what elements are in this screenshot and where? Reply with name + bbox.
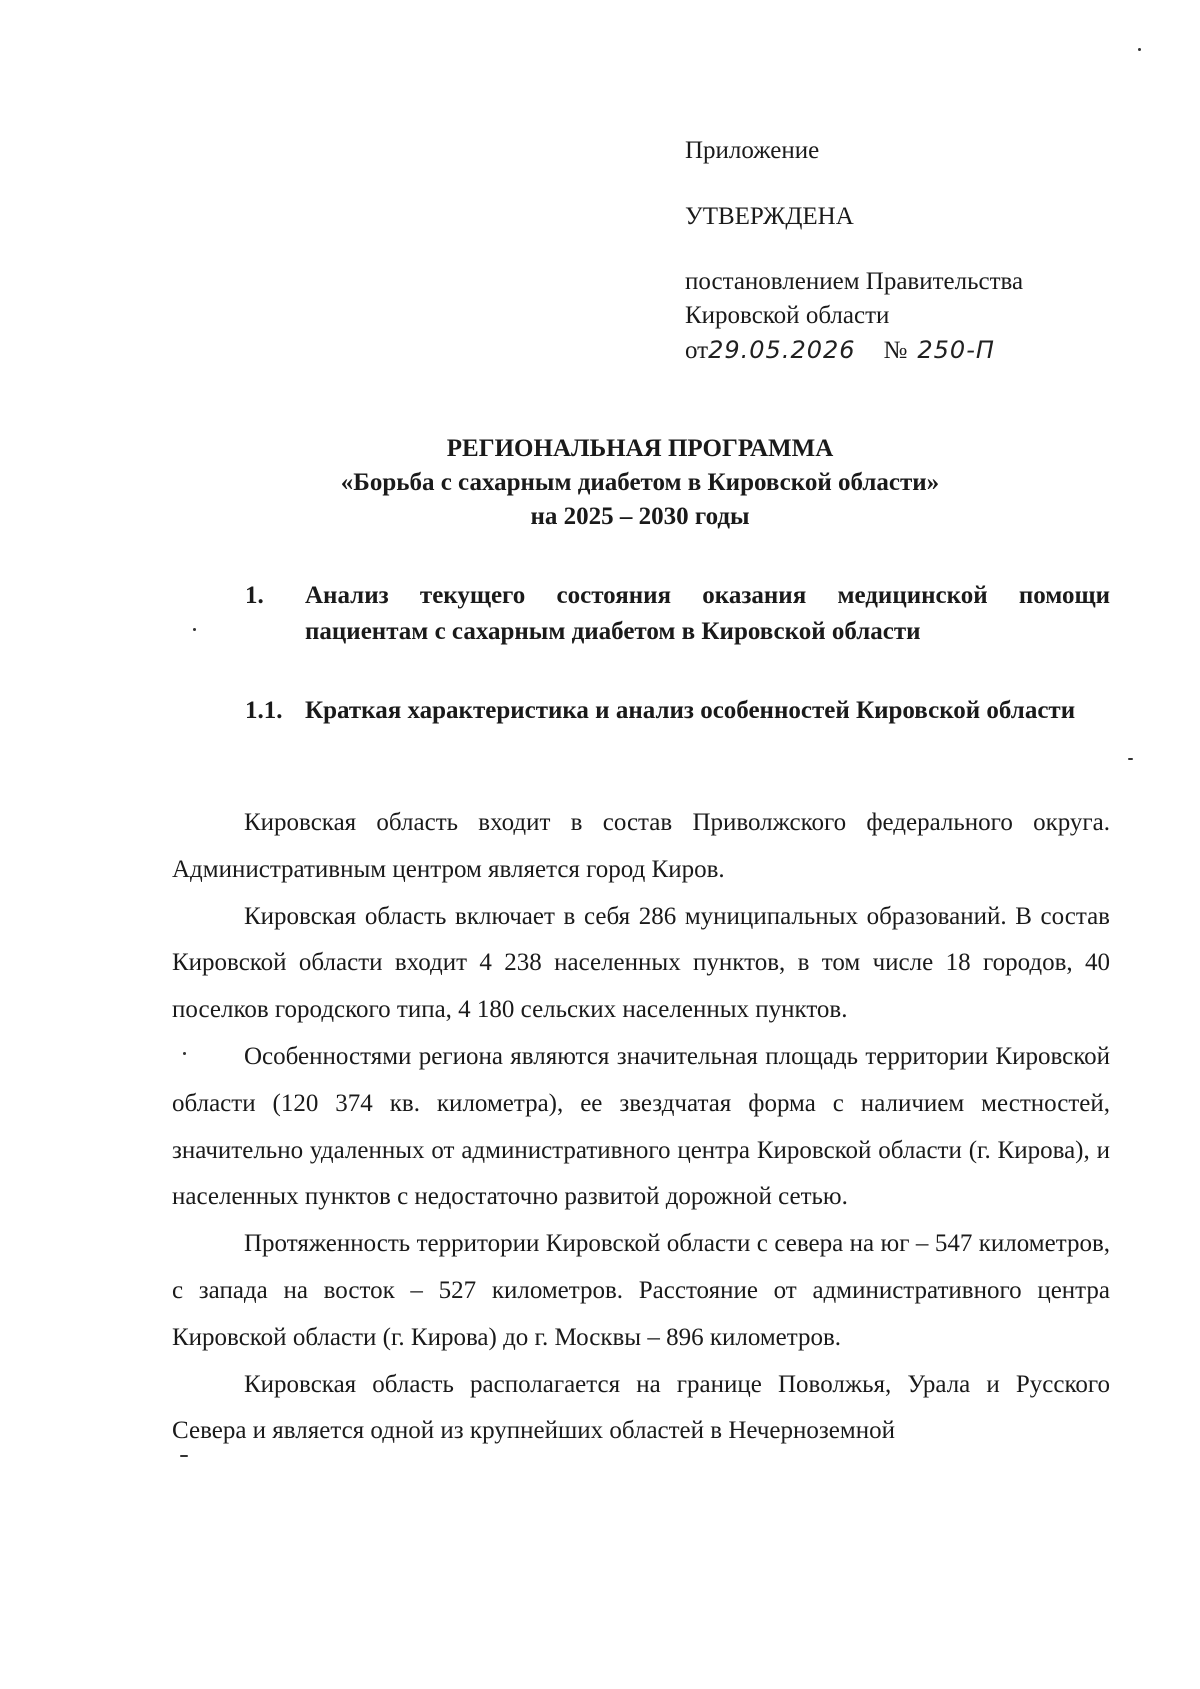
scan-speck — [1138, 48, 1141, 51]
paragraph: Кировская область входит в состав Приволжского федерального округа. Административным центром является город Киров. — [172, 809, 1110, 883]
section-title: Анализ текущего состояния оказания медицинской помощи пациентам с сахарным диабетом в Кировской области — [305, 582, 1110, 645]
scan-speck — [180, 1455, 188, 1457]
date-prefix: от — [685, 337, 709, 364]
title-line-1: РЕГИОНАЛЬНАЯ ПРОГРАММА — [446, 435, 834, 462]
section-number: 1. — [245, 582, 264, 609]
handwritten-date: 29.05.2026 — [708, 336, 856, 364]
title-line-3: на 2025 – 2030 годы — [530, 503, 750, 530]
handwritten-number: 250-П — [917, 336, 995, 364]
scan-speck — [183, 1052, 186, 1055]
section-heading-1-1 — [245, 693, 1110, 729]
section-title: Краткая характеристика и анализ особенностей Кировской области — [305, 697, 1076, 724]
scan-speck — [1128, 758, 1133, 760]
paragraph: Протяженность территории Кировской области с севера на юг – 547 километров, с запада на восток – 527 километров. Расстояние от административного центра Кировской области (г. Кирова) до г. Москвы – 896 километров. — [172, 1230, 1110, 1351]
appendix-label: Приложение — [685, 137, 820, 164]
number-sign: № — [883, 337, 908, 364]
paragraph: Кировская область располагается на границе Поволжья, Урала и Русского Севера и является одной из крупнейших областей в Нечерноземной — [172, 1370, 1110, 1445]
scan-speck — [193, 628, 196, 631]
decree-date-number-line — [685, 333, 995, 368]
paragraph: Кировская область включает в себя 286 муниципальных образований. В состав Кировской области входит 4 238 населенных пунктов, в том числе 18 городов, 40 поселков городского типа, 4 180 сельских населенных пунктов. — [172, 902, 1110, 1024]
body-text — [172, 800, 1110, 1455]
decree-line-1: постановлением Правительства — [685, 268, 1024, 295]
section-number: 1.1. — [245, 697, 283, 724]
decree-line-2: Кировской области — [685, 302, 890, 329]
paragraph: Особенностями региона являются значительная площадь территории Кировской области (120 374 кв. километра), ее звездчатая форма с наличием местностей, значительно удаленных от административного центра Кировской области (г. Кирова), и населенных пунктов с недостаточно развитой дорожной сетью. — [172, 1042, 1110, 1211]
program-title — [160, 432, 1120, 534]
title-line-2: «Борьба с сахарным диабетом в Кировской области» — [340, 469, 940, 496]
approved-label: УТВЕРЖДЕНА — [685, 203, 854, 230]
section-heading-1 — [245, 578, 1110, 650]
